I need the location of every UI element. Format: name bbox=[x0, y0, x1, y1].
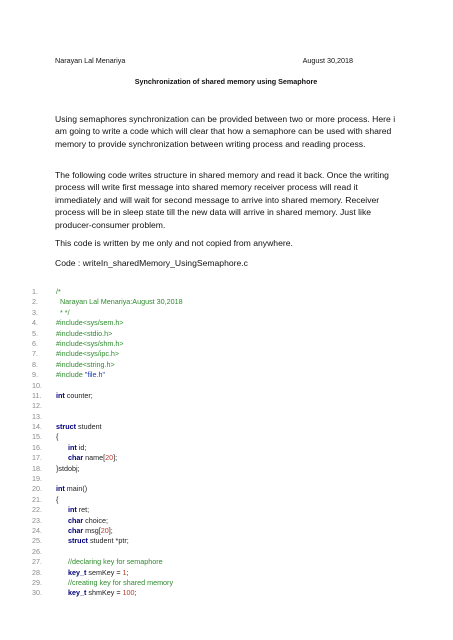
code-token: choice; bbox=[83, 515, 108, 525]
code-text bbox=[56, 536, 129, 546]
code-text bbox=[56, 391, 93, 401]
code-token: { bbox=[56, 432, 59, 442]
code-line bbox=[32, 453, 432, 463]
code-token bbox=[56, 505, 68, 514]
code-token: //declaring key for semaphore bbox=[67, 557, 163, 567]
code-token bbox=[56, 578, 68, 587]
code-token: struct bbox=[56, 422, 76, 432]
code-text bbox=[56, 339, 124, 349]
code-token: char bbox=[67, 515, 84, 525]
code-token: ; bbox=[134, 588, 137, 598]
code-token: id; bbox=[76, 442, 87, 452]
code-token: msg[ bbox=[83, 525, 101, 535]
line-number: 6. bbox=[32, 338, 38, 348]
code-line bbox=[32, 370, 432, 380]
code-token: ]; bbox=[113, 453, 118, 463]
code-token: { bbox=[56, 494, 59, 504]
code-token: #include<sys/ipc.h> bbox=[56, 349, 120, 359]
line-number: 9. bbox=[32, 370, 38, 380]
line-number: 24. bbox=[32, 525, 42, 535]
code-line bbox=[32, 349, 432, 359]
code-token: struct bbox=[67, 536, 88, 546]
code-line bbox=[32, 287, 432, 297]
code-line bbox=[32, 401, 432, 411]
line-number: 20. bbox=[32, 484, 42, 494]
code-token bbox=[56, 526, 68, 535]
page-header bbox=[55, 55, 353, 67]
code-line bbox=[32, 516, 432, 526]
code-token: 20 bbox=[105, 453, 114, 463]
code-text bbox=[56, 516, 108, 526]
line-number: 19. bbox=[32, 474, 42, 484]
code-text bbox=[56, 308, 70, 318]
code-token: #include<sys/sem.h> bbox=[56, 318, 124, 328]
code-line bbox=[32, 329, 432, 339]
code-text bbox=[56, 422, 102, 432]
code-line bbox=[32, 547, 432, 557]
code-line bbox=[32, 297, 432, 307]
code-line bbox=[32, 422, 432, 432]
code-line bbox=[32, 484, 432, 494]
line-number: 30. bbox=[32, 588, 42, 598]
code-line bbox=[32, 474, 432, 484]
code-token: 1 bbox=[122, 567, 127, 577]
code-token: student *ptr; bbox=[87, 536, 129, 546]
line-number: 1. bbox=[32, 287, 38, 296]
line-number: 17. bbox=[32, 453, 42, 463]
code-text bbox=[56, 370, 105, 380]
code-token: //creating key for shared memory bbox=[67, 577, 174, 587]
code-text bbox=[56, 505, 89, 515]
code-line bbox=[32, 360, 432, 370]
code-token bbox=[56, 588, 68, 597]
code-text bbox=[56, 329, 112, 339]
code-token: int bbox=[67, 505, 77, 515]
code-token: * */ bbox=[56, 307, 70, 317]
code-token: "file.h" bbox=[84, 370, 106, 380]
line-number: 16. bbox=[32, 442, 42, 452]
code-line bbox=[32, 526, 432, 536]
code-token: int bbox=[67, 442, 77, 452]
line-number: 12. bbox=[32, 401, 42, 411]
line-number: 21. bbox=[32, 494, 42, 504]
code-line bbox=[32, 568, 432, 578]
line-number: 25. bbox=[32, 536, 42, 546]
line-number: 28. bbox=[32, 567, 42, 577]
code-token: counter; bbox=[64, 390, 93, 400]
line-number: 11. bbox=[32, 390, 42, 400]
line-number: 4. bbox=[32, 318, 38, 328]
code-line bbox=[32, 464, 432, 474]
code-token: #include bbox=[56, 370, 85, 380]
code-token: char bbox=[67, 453, 84, 463]
code-line bbox=[32, 391, 432, 401]
code-text bbox=[56, 578, 173, 588]
code-token bbox=[56, 443, 68, 452]
code-token bbox=[56, 536, 68, 545]
code-token: ]; bbox=[108, 525, 113, 535]
code-text bbox=[56, 484, 87, 494]
code-text bbox=[56, 526, 113, 536]
code-text bbox=[56, 297, 183, 307]
code-token: main() bbox=[64, 484, 88, 494]
code-text bbox=[56, 443, 86, 453]
code-line bbox=[32, 339, 432, 349]
code-line bbox=[32, 495, 432, 505]
code-filename: Code : writeIn_sharedMemory_UsingSemaphore.c bbox=[55, 258, 248, 268]
code-line bbox=[32, 412, 432, 422]
code-line bbox=[32, 443, 432, 453]
line-number: 8. bbox=[32, 359, 38, 369]
code-token: semKey = bbox=[86, 567, 123, 577]
code-token: key_t bbox=[67, 588, 87, 598]
line-number: 22. bbox=[32, 505, 42, 515]
code-token: key_t bbox=[67, 567, 87, 577]
code-token: int bbox=[56, 484, 65, 494]
line-number: 2. bbox=[32, 297, 38, 307]
line-number: 13. bbox=[32, 411, 42, 421]
code-listing bbox=[32, 287, 432, 599]
code-token: Narayan Lal Menariya:August 30,2018 bbox=[56, 297, 183, 307]
code-token: ret; bbox=[76, 505, 90, 515]
code-line bbox=[32, 505, 432, 515]
author-name: Narayan Lal Menariya bbox=[55, 56, 126, 65]
code-token bbox=[56, 568, 68, 577]
code-text bbox=[56, 349, 119, 359]
code-token: student bbox=[75, 422, 102, 432]
line-number: 18. bbox=[32, 463, 42, 473]
document-date: August 30,2018 bbox=[302, 56, 353, 65]
code-token: 100 bbox=[122, 588, 135, 598]
line-number: 27. bbox=[32, 557, 42, 567]
code-line bbox=[32, 578, 432, 588]
line-number: 23. bbox=[32, 515, 42, 525]
authorship-paragraph: This code is written by me only and not copied from anywhere. bbox=[55, 238, 293, 248]
code-token: ; bbox=[126, 567, 129, 577]
code-line bbox=[32, 318, 432, 328]
code-token bbox=[56, 557, 68, 566]
code-text bbox=[56, 588, 137, 598]
code-line bbox=[32, 588, 432, 598]
code-line bbox=[32, 536, 432, 546]
code-token bbox=[56, 516, 68, 525]
code-token: shmKey = bbox=[86, 588, 123, 598]
code-token bbox=[56, 453, 68, 462]
code-token: #include<stdio.h> bbox=[56, 328, 113, 338]
code-text bbox=[56, 432, 58, 442]
line-number: 14. bbox=[32, 422, 42, 432]
code-line bbox=[32, 432, 432, 442]
line-number: 26. bbox=[32, 546, 42, 556]
line-number: 29. bbox=[32, 577, 42, 587]
code-token: name[ bbox=[83, 453, 106, 463]
code-token: }stdobj; bbox=[56, 463, 80, 473]
intro-paragraph: Using semaphores synchronization can be provided between two or more process. Here i am going to write a code which will clear that how a semaphore can be used with shared memory to provide synchronization between writing process and reading process. bbox=[55, 114, 396, 149]
code-text bbox=[56, 464, 80, 474]
code-text bbox=[56, 495, 58, 505]
line-number: 7. bbox=[32, 349, 38, 359]
line-number: 3. bbox=[32, 307, 38, 317]
code-token: int bbox=[56, 390, 65, 400]
code-token: #include<sys/shm.h> bbox=[56, 338, 124, 348]
code-token: char bbox=[67, 525, 84, 535]
line-number: 5. bbox=[32, 328, 38, 338]
line-number: 10. bbox=[32, 380, 42, 390]
code-line bbox=[32, 557, 432, 567]
code-text bbox=[56, 360, 115, 370]
code-text bbox=[56, 318, 124, 328]
code-line bbox=[32, 381, 432, 391]
document-title: Synchronization of shared memory using Semaphore bbox=[134, 77, 318, 86]
code-token: #include<string.h> bbox=[56, 359, 115, 369]
code-text bbox=[56, 453, 117, 463]
code-text bbox=[56, 287, 61, 297]
code-token: 20 bbox=[100, 525, 109, 535]
code-line bbox=[32, 308, 432, 318]
description-paragraph: The following code writes structure in shared memory and read it back. Once the writing process will write first message into shared memory receiver process will read it immediately and will wait for second message to arrive into shared memory. Receiver process will be in sleep state till the new data will arrive in shared memory. Just like producer-consumer problem. bbox=[55, 170, 389, 230]
line-number: 15. bbox=[32, 432, 42, 442]
code-token: /* bbox=[56, 287, 61, 296]
code-text bbox=[56, 557, 163, 567]
code-text bbox=[56, 568, 129, 578]
